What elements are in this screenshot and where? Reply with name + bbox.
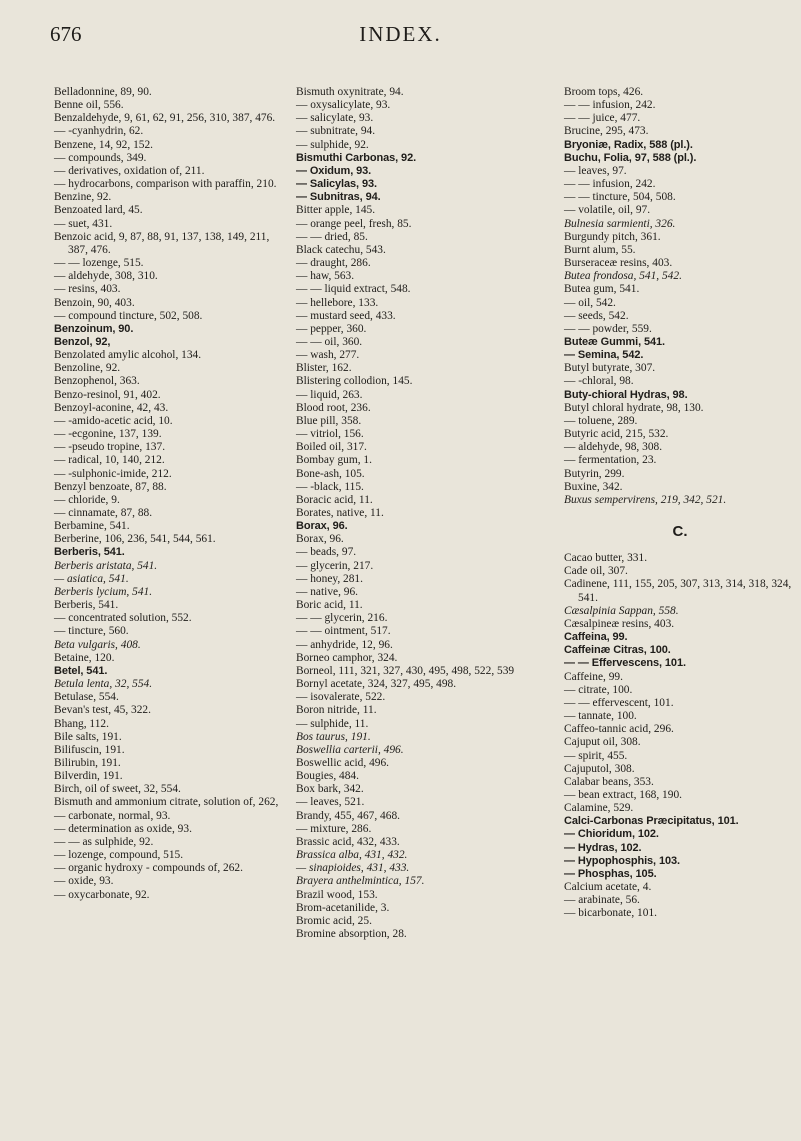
index-entry: Blood root, 236. (296, 401, 371, 414)
section-letter: C. (672, 523, 688, 540)
index-entry: — -pseudo tropine, 137. (54, 441, 166, 454)
index-entry: — native, 96. (296, 585, 359, 598)
index-entry: — leaves, 97. (564, 164, 627, 177)
index-entry: Black catechu, 543. (296, 243, 386, 256)
index-entry: — compounds, 349. (54, 151, 147, 164)
index-entry: Calci-Carbonas Præcipitatus, 101. (564, 815, 739, 828)
index-entry: — carbonate, normal, 93. (54, 809, 171, 822)
index-entry: — -ecgonine, 137, 139. (54, 428, 162, 441)
index-entry: — — as sulphide, 92. (54, 835, 154, 848)
index-entry: Cæsalpinia Sappan, 558. (564, 604, 679, 617)
index-entry: — mustard seed, 433. (296, 309, 396, 322)
index-entry: — determination as oxide, 93. (54, 822, 192, 835)
index-entry: Benzo-resinol, 91, 402. (54, 388, 161, 401)
index-entry: Calabar beans, 353. (564, 775, 654, 788)
index-entry: — oil, 542. (564, 296, 616, 309)
index-entry: — Subnitras, 94. (296, 191, 381, 204)
index-entry: — aldehyde, 98, 308. (564, 441, 663, 454)
index-entry: — concentrated solution, 552. (54, 612, 192, 625)
index-entry: Boracic acid, 11. (296, 493, 373, 506)
index-entry: Benzol, 92, (54, 335, 111, 348)
index-entry: — sulphide, 11. (296, 717, 369, 730)
index-entry: — — Effervescens, 101. (564, 657, 686, 670)
index-entry: — mixture, 286. (296, 822, 372, 835)
index-entry: — honey, 281. (296, 572, 363, 585)
index-entry: Bulnesia sarmienti, 326. (564, 217, 676, 230)
index-entry: Cajuput oil, 308. (564, 736, 641, 749)
index-entry: — seeds, 542. (564, 309, 629, 322)
index-entry: Cæsalpineæ resins, 403. (564, 617, 675, 630)
index-entry: — — effervescent, 101. (564, 696, 674, 709)
index-entry: — subnitrate, 94. (296, 125, 376, 138)
index-entry: Boiled oil, 317. (296, 441, 367, 454)
index-entry: Brom-acetanilide, 3. (296, 901, 390, 914)
index-entry: Berberis aristata, 541. (54, 559, 158, 572)
index-entry: — — powder, 559. (564, 322, 652, 335)
index-entry: — anhydride, 12, 96. (296, 638, 393, 651)
index-entry: Burnt alum, 55. (564, 243, 636, 256)
index-entry: Buxine, 342. (564, 480, 623, 493)
index-entry: — leaves, 521. (296, 796, 365, 809)
index-entry: — cinnamate, 87, 88. (54, 507, 153, 519)
index-entry: Bilverdin, 191. (54, 770, 123, 783)
index-entry: — — glycerin, 216. (296, 612, 388, 625)
index-entry: Bilifuscin, 191. (54, 743, 125, 756)
index-entry: — salicylate, 93. (296, 112, 374, 125)
index-entry: — — liquid extract, 548. (296, 283, 411, 296)
index-entry: Benzoyl-aconine, 42, 43. (54, 401, 169, 414)
index-entry: Brassica alba, 431, 432. (296, 849, 408, 862)
index-entry: Bromic acid, 25. (296, 914, 372, 927)
index-entry: Butyrin, 299. (564, 467, 625, 480)
index-entry: Butea gum, 541. (564, 283, 640, 296)
index-entry: Caffeinæ Citras, 100. (564, 644, 671, 657)
index-entry: — oxysalicylate, 93. (296, 99, 391, 112)
index-entry: Blistering collodion, 145. (296, 375, 413, 388)
index-entry: Bismuthi Carbonas, 92. (296, 151, 417, 164)
index-entry: Bornyl acetate, 324, 327, 495, 498. (296, 678, 457, 691)
index-entry: — Salicylas, 93. (296, 178, 377, 191)
index-entry: — — oil, 360. (296, 335, 363, 348)
index-entry: — — lozenge, 515. (54, 257, 144, 270)
index-entry: — resins, 403. (54, 283, 121, 296)
index-entry: Butyl chloral hydrate, 98, 130. (564, 401, 704, 414)
index-entry: — compound tincture, 502, 508. (54, 309, 203, 322)
index-entry: Boswellia carterii, 496. (296, 743, 404, 756)
index-entry: Borates, native, 11. (296, 507, 384, 519)
index-entry: Blister, 162. (296, 362, 352, 375)
index-entry: Cajuputol, 308. (564, 762, 635, 775)
index-entry: Buxus sempervirens, 219, 342, 521. (564, 493, 727, 506)
index-entry: Bismuth oxynitrate, 94. (296, 86, 404, 98)
index-entry: — organic hydroxy - compounds of, 262. (54, 862, 243, 875)
page-title: INDEX. (359, 22, 442, 46)
index-entry: Beta vulgaris, 408. (54, 638, 141, 651)
index-entry: — oxide, 93. (54, 875, 114, 888)
index-entry: — -cyanhydrin, 62. (54, 125, 144, 138)
index-entry: — — juice, 477. (564, 112, 641, 125)
index-entry: Berberis, 541. (54, 546, 125, 559)
index-entry: Caffeine, 99. (564, 670, 623, 683)
index-entry: — fermentation, 23. (564, 454, 657, 467)
index-entry: — — tincture, 504, 508. (564, 191, 676, 204)
index-entry: Betulase, 554. (54, 691, 119, 704)
index-entry: — Phosphas, 105. (564, 867, 657, 880)
index-entry: — orange peel, fresh, 85. (296, 217, 412, 230)
index-entry: — chloride, 9. (54, 493, 120, 506)
index-entry: Betaine, 120. (54, 651, 115, 664)
index-entry: — vitriol, 156. (296, 428, 364, 441)
index-entry: Box bark, 342. (296, 783, 364, 796)
index-entry: Caffeo-tannic acid, 296. (564, 723, 674, 736)
index-entry: Cadinene, 111, 155, 205, 307, 313, 314, 318, 324, 541. (564, 578, 792, 604)
index-entry: Benzolated amylic alcohol, 134. (54, 349, 202, 362)
index-entry: — arabinate, 56. (564, 894, 640, 907)
index-entry: Bismuth and ammonium citrate, solution of, 262, (54, 796, 279, 809)
index-entry: Butea frondosa, 541, 542. (564, 270, 682, 283)
index-column-3 (564, 86, 796, 921)
index-entry: — derivatives, oxidation of, 211. (54, 164, 205, 177)
index-entry: — haw, 563. (296, 270, 355, 283)
index-entry: — — ointment, 517. (296, 625, 391, 638)
index-entry: Berberine, 106, 236, 541, 544, 561. (54, 533, 216, 546)
index-entry: — Semina, 542. (564, 349, 644, 362)
index-entry: — pepper, 360. (296, 322, 367, 335)
index-entry: — -sulphonic-imide, 212. (54, 467, 172, 480)
index-entry: Cade oil, 307. (564, 565, 628, 578)
index-entry: Cacao butter, 331. (564, 552, 648, 565)
index-entry: — -amido-acetic acid, 10. (54, 414, 173, 427)
index-entry: — draught, 286. (296, 257, 371, 270)
index-entry: — glycerin, 217. (296, 559, 374, 572)
index-entry: — — infusion, 242. (564, 178, 656, 191)
index-entry: — isovalerate, 522. (296, 691, 386, 704)
index-entry: Birch, oil of sweet, 32, 554. (54, 783, 181, 796)
page-number: 676 (50, 22, 82, 46)
index-entry: — volatile, oil, 97. (564, 204, 651, 217)
index-entry: Buty-chioral Hydras, 98. (564, 388, 688, 401)
index-entry: Bos taurus, 191. (296, 730, 371, 743)
index-entry: — sulphide, 92. (296, 138, 369, 151)
index-entry: Brandy, 455, 467, 468. (296, 809, 400, 822)
index-entry: Bitter apple, 145. (296, 204, 376, 217)
index-entry: — radical, 10, 140, 212. (54, 454, 165, 467)
index-entry: Brazil wood, 153. (296, 888, 378, 901)
index-entry: Berbamine, 541. (54, 520, 130, 533)
index-entry: — toluene, 289. (564, 414, 638, 427)
index-entry: Calcium acetate, 4. (564, 881, 652, 894)
index-entry: Benzoinum, 90. (54, 322, 134, 335)
index-entry: Boric acid, 11. (296, 599, 363, 612)
index-entry: Benzophenol, 363. (54, 375, 140, 388)
index-entry: — bicarbonate, 101. (564, 907, 657, 920)
index-entry: Buteæ Gummi, 541. (564, 335, 665, 348)
index-entry: — — infusion, 242. (564, 99, 656, 112)
index-entry: — lozenge, compound, 515. (54, 849, 184, 862)
index-entry: Borax, 96. (296, 533, 344, 546)
index-entry: Benzene, 14, 92, 152. (54, 138, 154, 151)
index-entry: Burseraceæ resins, 403. (564, 257, 673, 270)
index-entry: — — dried, 85. (296, 230, 368, 243)
index-entry: Benzaldehyde, 9, 61, 62, 91, 256, 310, 387, 476. (54, 112, 276, 125)
index-entry: Burgundy pitch, 361. (564, 230, 661, 243)
index-entry: Benne oil, 556. (54, 99, 124, 112)
index-entry: — hydrocarbons, comparison with paraffin, 210. (54, 178, 277, 191)
index-entry: Borax, 96. (296, 520, 348, 533)
index-entry: Bone-ash, 105. (296, 467, 365, 480)
index-entry: Brayera anthelmintica, 157. (296, 875, 425, 888)
index-entry: Bhang, 112. (54, 717, 109, 730)
index-column-2 (296, 86, 532, 941)
index-entry: Bombay gum, 1. (296, 454, 372, 467)
index-entry: Bromine absorption, 28. (296, 928, 407, 940)
index-entry: Borneo camphor, 324. (296, 651, 398, 664)
index-entry: — -chloral, 98. (564, 375, 634, 388)
index-entry: Benzoline, 92. (54, 362, 121, 375)
index-entry: — suet, 431. (54, 217, 113, 230)
index-entry: Bile salts, 191. (54, 730, 122, 743)
index-entry: — hellebore, 133. (296, 296, 379, 309)
index-entry: Buchu, Folia, 97, 588 (pl.). (564, 151, 697, 164)
index-entry: Betel, 541. (54, 664, 108, 677)
index-entry: — bean extract, 168, 190. (564, 788, 682, 801)
index-entry: — Hypophosphis, 103. (564, 854, 680, 867)
index-entry: — tannate, 100. (564, 710, 637, 723)
index-entry: Caffeina, 99. (564, 631, 628, 644)
index-entry: Benzoated lard, 45. (54, 204, 143, 217)
index-entry: Bilirubin, 191. (54, 756, 121, 769)
index-entry: Benzine, 92. (54, 191, 112, 204)
index-entry: Calamine, 529. (564, 802, 634, 815)
index-entry: — -black, 115. (296, 480, 364, 493)
index-entry: Boswellic acid, 496. (296, 756, 390, 769)
index-entry: Betula lenta, 32, 554. (54, 678, 153, 691)
index-entry: — aldehyde, 308, 310. (54, 270, 158, 283)
index-entry: — wash, 277. (296, 349, 360, 362)
index-entry: — tincture, 560. (54, 625, 129, 638)
index-entry: Berberis, 541. (54, 599, 119, 612)
index-entry: Brucine, 295, 473. (564, 125, 649, 138)
index-entry: Butyric acid, 215, 532. (564, 428, 669, 441)
index-entry: Boron nitride, 11. (296, 704, 377, 717)
index-entry: — sinapioides, 431, 433. (296, 862, 410, 875)
index-entry: — beads, 97. (296, 546, 357, 559)
index-entry: — oxycarbonate, 92. (54, 888, 150, 901)
index-entry: Benzoin, 90, 403. (54, 296, 135, 309)
index-entry: — Chioridum, 102. (564, 828, 659, 841)
index-entry: Blue pill, 358. (296, 414, 362, 427)
index-entry: Berberis lycium, 541. (54, 585, 153, 598)
index-entry: Bevan's test, 45, 322. (54, 704, 151, 717)
index-entry: Benzyl benzoate, 87, 88. (54, 480, 167, 493)
index-entry: Brassic acid, 432, 433. (296, 835, 400, 848)
index-entry: Benzoic acid, 9, 87, 88, 91, 137, 138, 149, 211, 387, 476. (54, 230, 270, 256)
index-entry: Belladonnine, 89, 90. (54, 86, 152, 98)
index-entry: — Oxidum, 93. (296, 164, 372, 177)
page-header (0, 14, 801, 48)
index-entry: Borneol, 111, 321, 327, 430, 495, 498, 522, 539 (296, 664, 515, 677)
index-column-1 (54, 86, 290, 902)
index-entry: Broom tops, 426. (564, 86, 644, 98)
index-entry: — citrate, 100. (564, 683, 633, 696)
index-entry: Bryoniæ, Radix, 588 (pl.). (564, 138, 693, 151)
index-entry: — asiatica, 541. (54, 572, 129, 585)
index-entry: — spirit, 455. (564, 749, 628, 762)
index-entry: — liquid, 263. (296, 388, 363, 401)
index-entry: Bougies, 484. (296, 770, 359, 783)
index-entry: — Hydras, 102. (564, 841, 642, 854)
index-entry: Butyl butyrate, 307. (564, 362, 656, 375)
